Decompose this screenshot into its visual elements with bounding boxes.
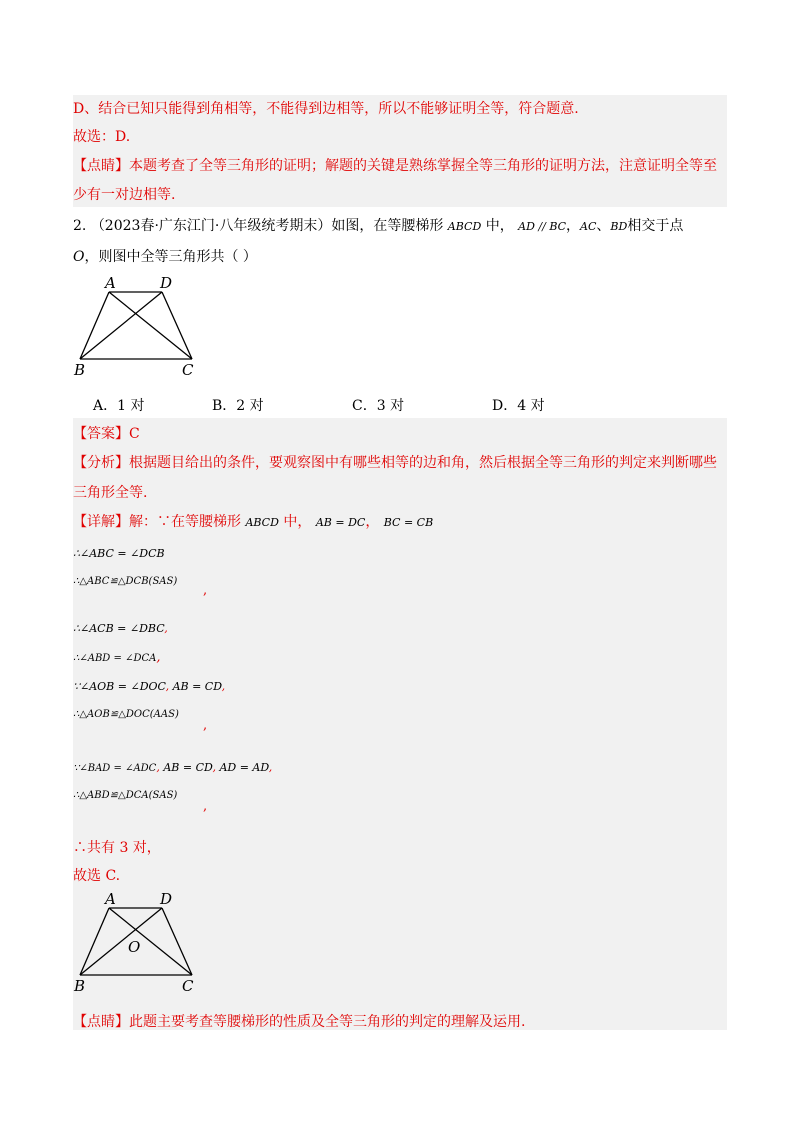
step-5-text: ∵∠AOB = ∠DOC (73, 680, 166, 693)
comment-tag: 【点睛】 (73, 158, 129, 174)
total-line: ∴共有 3 对， (73, 840, 161, 856)
diagonal-bd: BD (610, 220, 628, 233)
question-line-2-text: ，则图中全等三角形共（ ） (84, 249, 257, 265)
top-choice: 故选：D. (73, 129, 131, 145)
label-a: A (105, 274, 116, 292)
detail-tag: 【详解】 (73, 514, 129, 530)
step-5-eq: AB = CD (172, 680, 222, 693)
question-sep: ， (566, 218, 581, 234)
step-4 (73, 648, 160, 669)
step-4-text: ∴∠ABD = ∠DCA (73, 653, 157, 664)
question-tail: 相交于点 (627, 218, 684, 234)
step-7-comma-3: , (268, 761, 273, 774)
detail-line (73, 512, 433, 533)
step-6: ∴△AOB≌△DOC(AAS) (73, 709, 179, 720)
parallel-condition: AD // BC (518, 220, 567, 233)
step-3 (73, 619, 168, 639)
final-comment-text: 此题主要考查等腰梯形的性质及全等三角形的判定的理解及运用. (129, 1014, 526, 1030)
point-o: O (73, 249, 85, 265)
step-7-comma: , (156, 761, 160, 774)
step-2-comma: , (203, 583, 208, 598)
step-7 (73, 758, 272, 779)
edge-ab (80, 908, 109, 975)
step-7-eq-1: AB = CD (163, 761, 213, 774)
detail-eq-2: BC = CB (383, 516, 434, 529)
top-comment (73, 156, 717, 176)
step-2: ∴△ABC≌△DCB(SAS) (73, 576, 178, 587)
analysis-tag: 【分析】 (73, 455, 129, 471)
edge-dc (162, 908, 192, 975)
step-5-comma-2: , (221, 680, 226, 693)
step-5-comma: , (165, 680, 170, 693)
analysis-line-2: 三角形全等. (73, 485, 148, 501)
label-c: C (182, 361, 194, 379)
option-d-analysis: D、结合已知只能得到角相等，不能得到边相等，所以不能够证明全等，符合题意. (73, 101, 579, 117)
step-6-comma: , (203, 718, 208, 733)
label-a: A (105, 890, 116, 908)
option-b: B．2 对 (212, 398, 264, 414)
answer-figure (70, 888, 200, 996)
question-source: （2023春·广东江门·八年级统考期末）如图，在等腰梯形 (90, 218, 444, 234)
question-mid: 中， (485, 218, 514, 234)
analysis-text-1: 根据题目给出的条件，要观察图中有哪些相等的边和角，然后根据全等三角形的判定来判断哪些 (129, 455, 717, 471)
question-dun: 、 (596, 218, 611, 234)
option-d: D．4 对 (492, 398, 545, 414)
question-line-2 (73, 247, 257, 267)
comment-text-1: 本题考查了全等三角形的证明；解题的关键是熟练掌握全等三角形的证明方法，注意证明全等至 (129, 158, 717, 174)
step-8: ∴△ABD≌△DCA(SAS) (73, 790, 178, 801)
analysis-line-1 (73, 453, 717, 473)
step-3-comma: , (164, 622, 168, 635)
answer-value: C (129, 426, 140, 442)
detail-trapezoid: ABCD (245, 516, 279, 529)
step-3-text: ∴∠ACB = ∠DBC (73, 622, 165, 635)
question-line-1 (73, 216, 683, 237)
final-choice: 故选 C. (73, 868, 121, 884)
edge-ab (80, 292, 109, 359)
final-comment (73, 1012, 525, 1032)
step-7-eq-2: AD = AD (219, 761, 269, 774)
answer-tag: 【答案】 (73, 426, 129, 442)
step-7-comma-2: , (212, 761, 216, 774)
label-b: B (74, 977, 86, 995)
step-5 (73, 677, 225, 697)
answer-line (73, 424, 140, 444)
top-comment-line-2: 少有一对边相等. (73, 187, 176, 203)
label-o: O (128, 938, 141, 956)
step-1: ∴∠ABC = ∠DCB (73, 547, 165, 560)
final-comment-tag: 【点睛】 (73, 1014, 129, 1030)
step-4-comma: , (156, 650, 161, 665)
option-c: C．3 对 (352, 398, 405, 414)
option-a: A．1 对 (93, 398, 145, 414)
trapezoid-name: ABCD (447, 220, 482, 233)
detail-comma: ， (365, 514, 380, 530)
label-c: C (182, 977, 194, 995)
diagonal-ac: AC (580, 220, 597, 233)
edge-dc (162, 292, 192, 359)
step-7-text: ∵∠BAD = ∠ADC (73, 763, 157, 774)
label-b: B (74, 361, 86, 379)
label-d: D (160, 274, 173, 292)
detail-intro: 解：∵在等腰梯形 (129, 514, 241, 530)
label-d: D (160, 890, 173, 908)
question-figure (70, 272, 200, 380)
question-number: 2. (73, 218, 87, 234)
detail-eq-1: AB = DC (315, 516, 366, 529)
detail-mid: 中， (283, 514, 312, 530)
step-8-comma: , (203, 799, 208, 814)
